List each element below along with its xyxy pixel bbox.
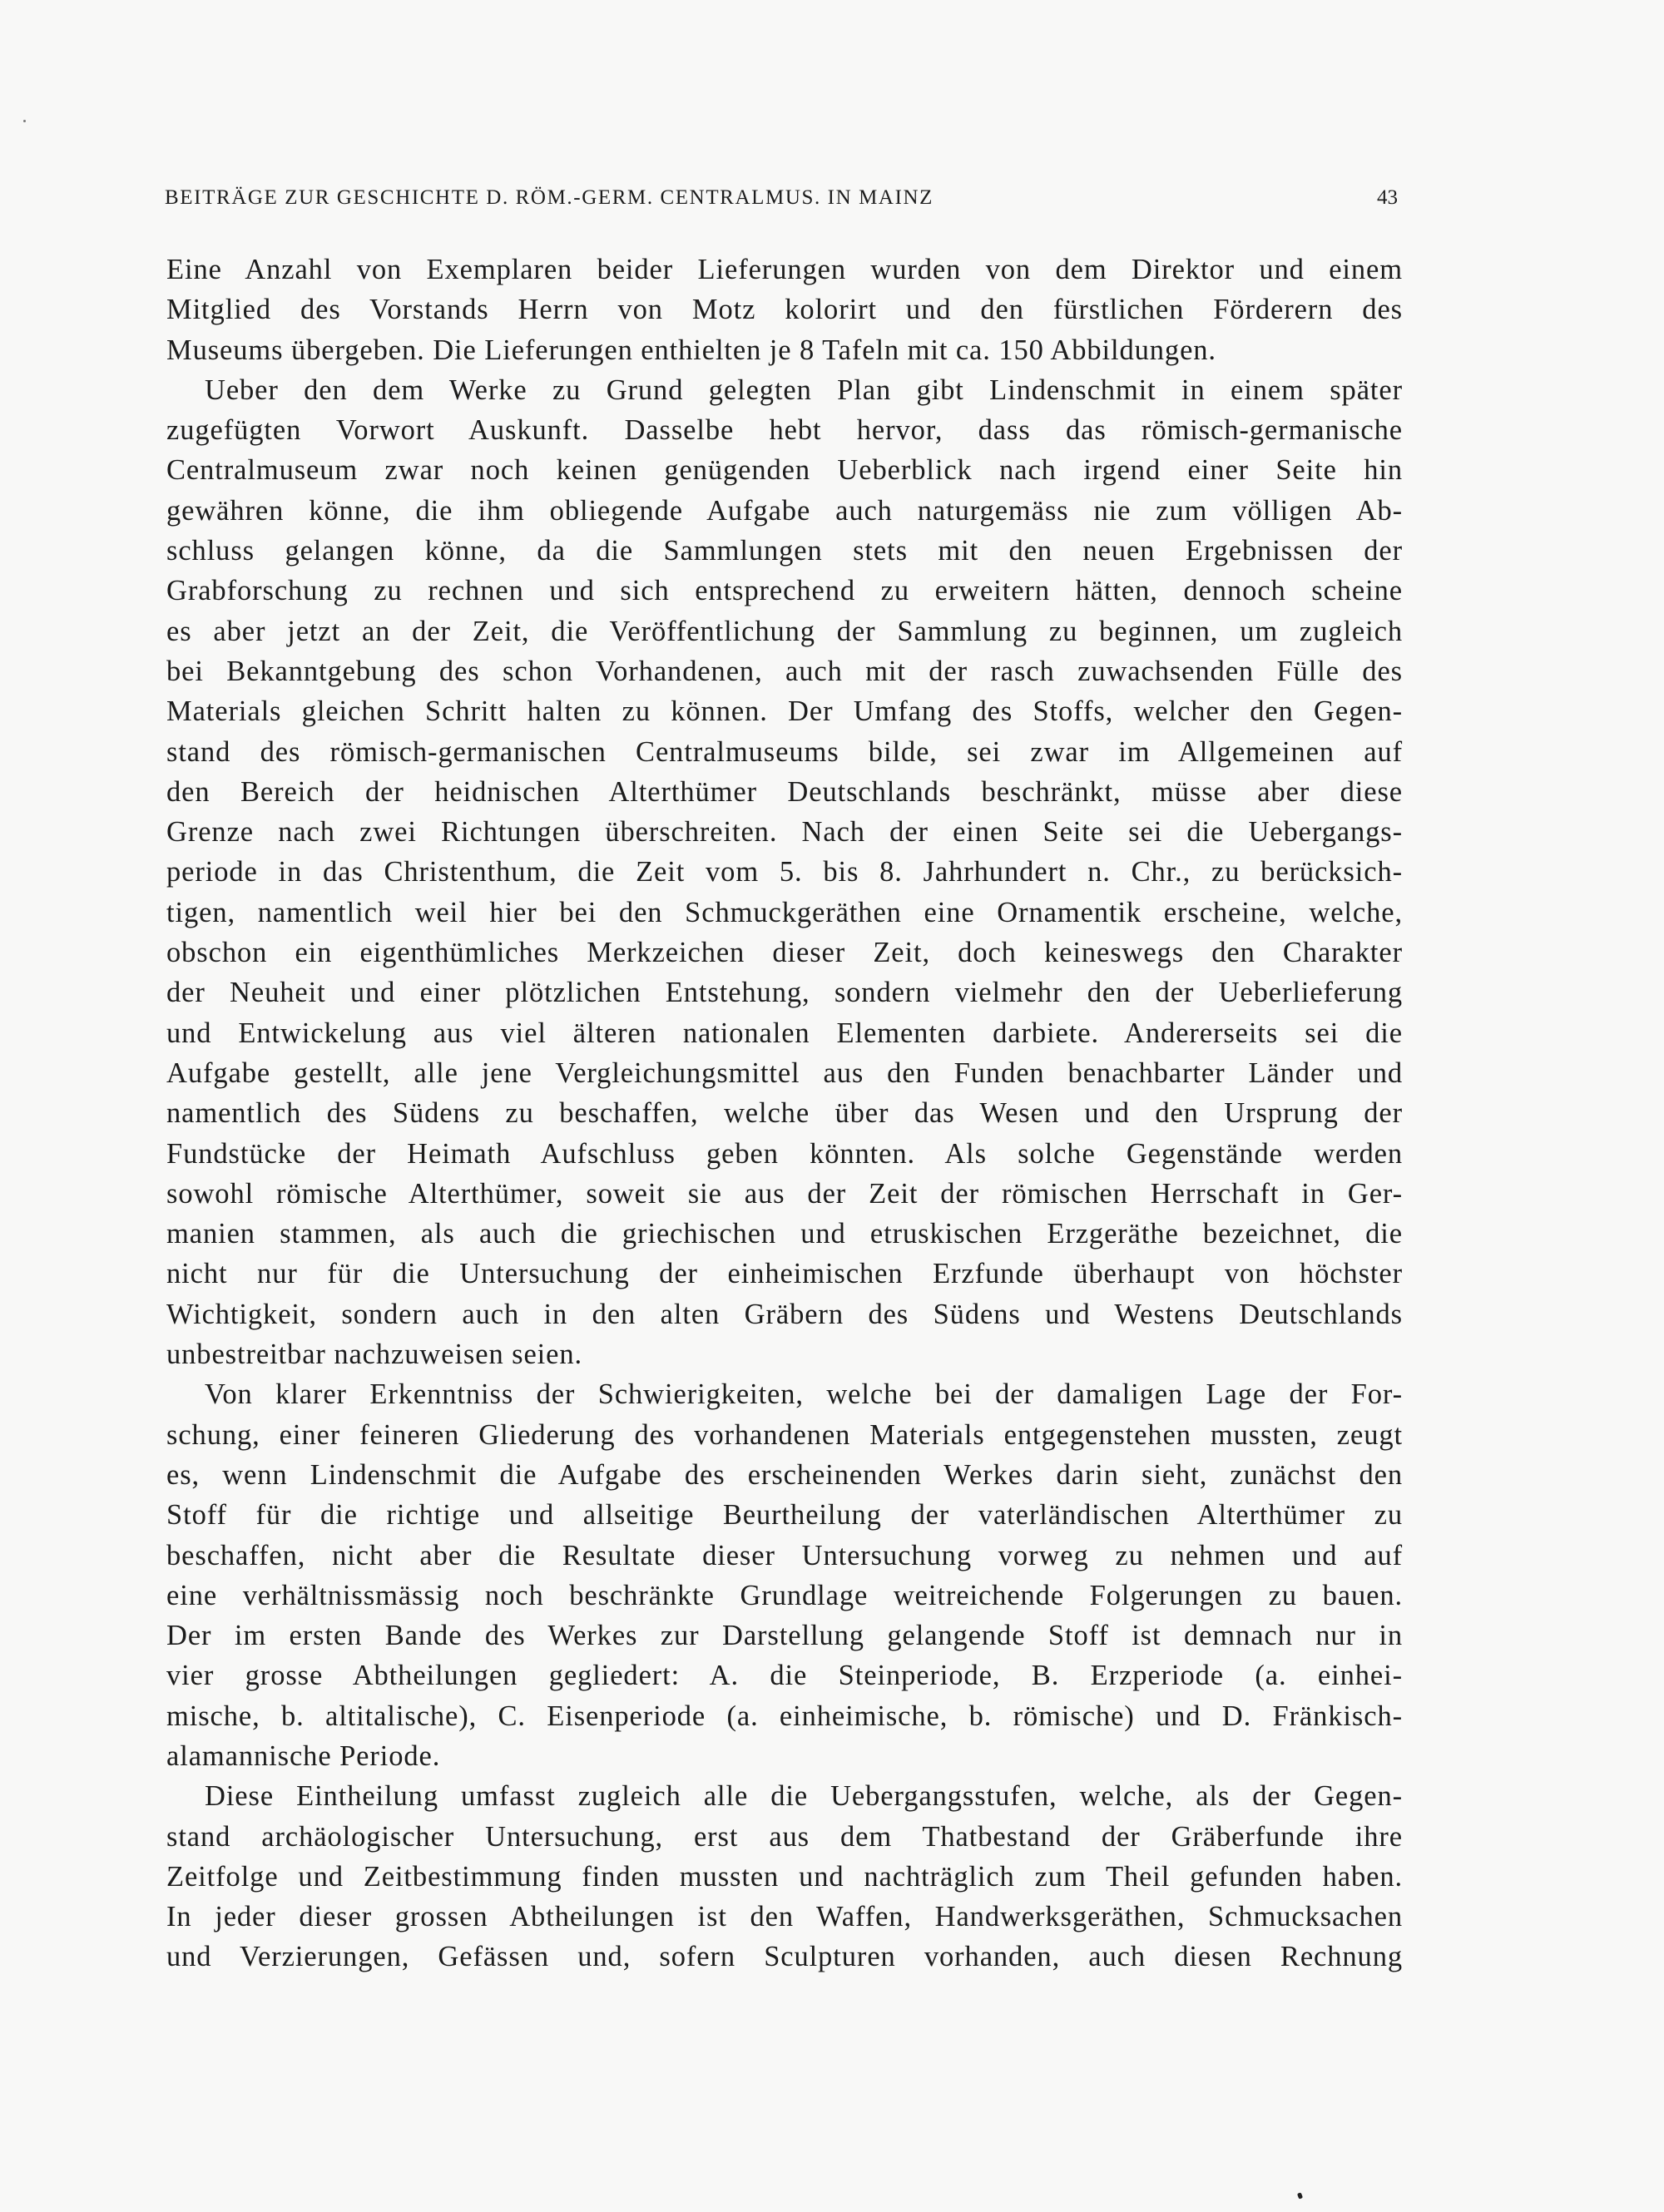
text-line: mische, b. altitalische), C. Eisenperiode (a. einheimische, b. römische) und D. Fränkisch- [166,1700,1403,1732]
text-line: Materials gleichen Schritt halten zu können. Der Umfang des Stoffs, welcher den Gegen- [166,695,1403,728]
text-line: Aufgabe gestellt, alle jene Vergleichungsmittel aus den Funden benachbarter Länder und [166,1057,1403,1089]
text-line: schluss gelangen könne, da die Sammlungen stets mit den neuen Ergebnissen der [166,535,1403,567]
text-line: den Bereich der heidnischen Alterthümer Deutschlands beschränkt, müsse aber diese [166,775,1403,808]
text-line: alamannische Periode. [166,1739,441,1772]
text-line: Grenze nach zwei Richtungen überschreiten. Nach der einen Seite sei die Uebergangs- [166,816,1403,849]
text-line: nicht nur für die Untersuchung der einheimischen Erzfunde überhaupt von höchster [166,1258,1403,1290]
body-text [166,250,1403,1977]
text-line: bei Bekanntgebung des schon Vorhandenen, auch mit der rasch zuwachsenden Fülle des [166,655,1403,687]
text-line: und Entwickelung aus viel älteren nationalen Elementen darbiete. Andererseits sei die [166,1017,1403,1049]
text-line: unbestreitbar nachzuweisen seien. [166,1339,583,1371]
text-line: und Verzierungen, Gefässen und, sofern Sculpturen vorhanden, auch diesen Rechnung [166,1941,1403,1973]
text-line: sowohl römische Alterthümer, soweit sie aus der Zeit der römischen Herrschaft in Ger- [166,1177,1403,1210]
text-line: zugefügten Vorwort Auskunft. Dasselbe hebt hervor, dass das römisch-germanische [166,414,1403,447]
paragraph [166,370,1403,1374]
text-line: Diese Eintheilung umfasst zugleich alle die Uebergangsstufen, welche, als der Gegen- [205,1780,1403,1813]
text-line: In jeder dieser grossen Abtheilungen ist den Waffen, Handwerksgeräthen, Schmucksachen [166,1901,1403,1933]
text-line: es, wenn Lindenschmit die Aufgabe des erscheinenden Werkes darin sieht, zunächst den [166,1458,1403,1491]
text-line: Der im ersten Bande des Werkes zur Darstellung gelangende Stoff ist demnach nur in [166,1620,1403,1652]
text-line: beschaffen, nicht aber die Resultate dieser Untersuchung vorweg zu nehmen und auf [166,1539,1403,1571]
text-line: Von klarer Erkenntniss der Schwierigkeiten, welche bei der damaligen Lage der For- [205,1378,1403,1411]
text-line: obschon ein eigenthümliches Merkzeichen dieser Zeit, doch keineswegs den Charakter [166,937,1403,969]
text-line: periode in das Christenthum, die Zeit vom 5. bis 8. Jahrhundert n. Chr., zu berücksich- [166,856,1403,888]
text-line: Mitglied des Vorstands Herrn von Motz kolorirt und den fürstlichen Förderern des [166,294,1403,326]
text-line: manien stammen, als auch die griechischen und etruskischen Erzgeräthe bezeichnet, die [166,1218,1403,1250]
text-line: vier grosse Abtheilungen gegliedert: A. die Steinperiode, B. Erzperiode (a. einhei- [166,1660,1403,1692]
text-line: Ueber den dem Werke zu Grund gelegten Plan gibt Lindenschmit in einem später [205,374,1403,406]
text-line: Grabforschung zu rechnen und sich entsprechend zu erweitern hätten, dennoch scheine [166,575,1403,607]
text-line: Wichtigkeit, sondern auch in den alten Gräbern des Südens und Westens Deutschlands [166,1298,1403,1330]
running-title: BEITRÄGE ZUR GESCHICHTE D. RÖM.-GERM. CENTRALMUS. IN MAINZ [165,186,934,209]
paragraph [166,1776,1403,1977]
text-line: stand des römisch-germanischen Centralmuseums bilde, sei zwar im Allgemeinen auf [166,735,1403,768]
page-number: 43 [1377,186,1398,209]
text-line: der Neuheit und einer plötzlichen Entstehung, sondern vielmehr den der Ueberlieferung [166,977,1403,1009]
text-line: namentlich des Südens zu beschaffen, welche über das Wesen und den Ursprung der [166,1097,1403,1130]
text-line: Eine Anzahl von Exemplaren beider Lieferungen wurden von dem Direktor und einem [166,254,1403,285]
text-line: eine verhältnissmässig noch beschränkte Grundlage weitreichende Folgerungen zu bauen. [166,1579,1403,1611]
text-line: Museums übergeben. Die Lieferungen enthielten je 8 Tafeln mit ca. 150 Abbildungen. [166,334,1216,366]
text-line: stand archäologischer Untersuchung, erst aus dem Thatbestand der Gräberfunde ihre [166,1820,1403,1853]
text-line: gewähren könne, die ihm obliegende Aufgabe auch naturgemäss nie zum völligen Ab- [166,494,1403,527]
text-line: Fundstücke der Heimath Aufschluss geben könnten. Als solche Gegenstände werden [166,1137,1403,1170]
paragraph [166,250,1403,370]
text-line: tigen, namentlich weil hier bei den Schmuckgeräthen eine Ornamentik erscheine, welche, [166,896,1403,928]
scan-speck [23,120,26,122]
paragraph [166,1374,1403,1776]
text-line: Stoff für die richtige und allseitige Beurtheilung der vaterländischen Alterthümer zu [166,1499,1403,1532]
page-header [165,186,1403,210]
scan-speck [1297,2192,1303,2199]
text-line: Zeitfolge und Zeitbestimmung finden mussten und nachträglich zum Theil gefunden haben. [166,1860,1403,1893]
text-line: schung, einer feineren Gliederung des vorhandenen Materials entgegenstehen mussten, zeugt [166,1418,1403,1451]
text-line: es aber jetzt an der Zeit, die Veröffentlichung der Sammlung zu beginnen, um zugleich [166,615,1403,647]
text-line: Centralmuseum zwar noch keinen genügenden Ueberblick nach irgend einer Seite hin [166,454,1403,487]
